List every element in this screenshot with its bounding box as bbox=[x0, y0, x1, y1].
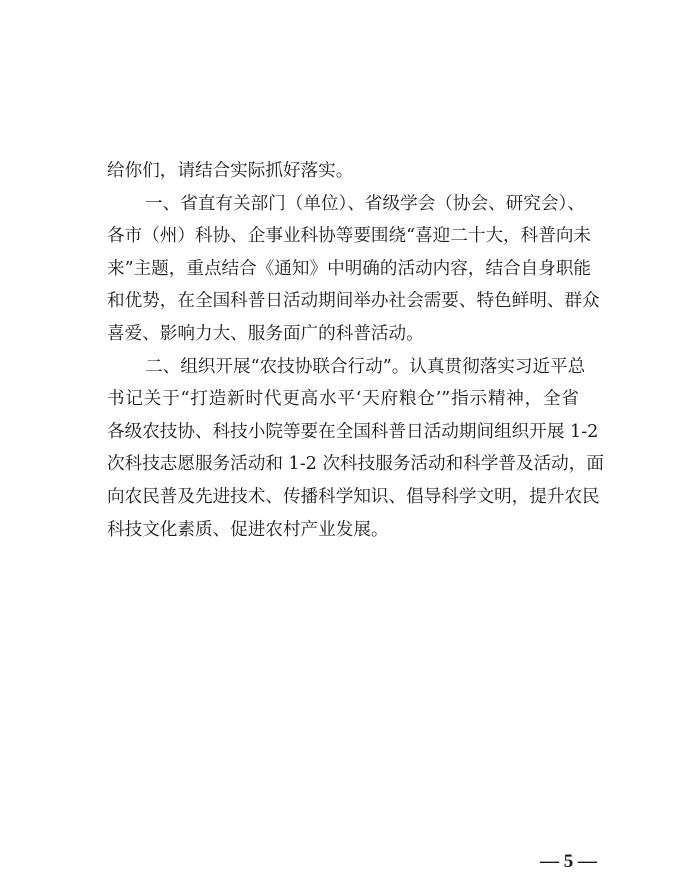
paragraph-line: 来”主题，重点结合《通知》中明确的活动内容，结合自身职能 bbox=[107, 258, 592, 279]
paragraph-line: 和优势，在全国科普日活动期间举办社会需要、特色鲜明、群众 bbox=[107, 291, 600, 312]
page-number: — 5 — bbox=[540, 851, 597, 872]
paragraph-line: 给你们，请结合实际抓好落实。 bbox=[107, 161, 354, 181]
body-text bbox=[107, 155, 604, 546]
paragraph-line: 次科技志愿服务活动和 1-2 次科技服务活动和科学普及活动，面 bbox=[107, 454, 604, 475]
paragraph-line: 二、组织开展“农技协联合行动”。认真贯彻落实习近平总 bbox=[145, 356, 586, 377]
paragraph-line: 向农民普及先进技术、传播科学知识、倡导科学文明，提升农民 bbox=[107, 486, 600, 507]
paragraph-line: 各市（州）科协、企事业科协等要围绕“喜迎二十大，科普向未 bbox=[107, 226, 592, 247]
paragraph-line: 喜爱、影响力大、服务面广的科普活动。 bbox=[107, 323, 424, 344]
paragraph-line: 各级农技协、科技小院等要在全国科普日活动期间组织开展 1-2 bbox=[107, 421, 599, 442]
paragraph-line: 一、省直有关部门（单位）、省级学会（协会、研究会）、 bbox=[145, 193, 585, 214]
paragraph-line: 科技文化素质、促进农村产业发展。 bbox=[107, 519, 389, 540]
paragraph-line: 书记关于“打造新时代更高水平‘天府粮仓’”指示精神，全省 bbox=[107, 389, 579, 410]
